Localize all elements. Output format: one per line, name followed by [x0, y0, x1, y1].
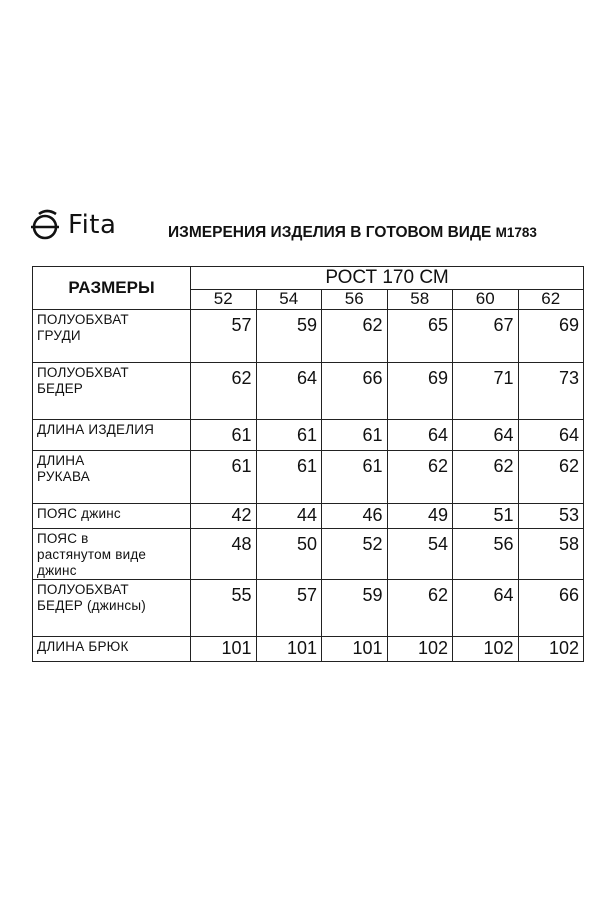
brand-name: Fita: [68, 210, 117, 240]
measurement-cell: 61: [191, 420, 257, 451]
measurement-cell: 102: [387, 637, 453, 662]
measurement-cell: 101: [256, 637, 322, 662]
measurement-cell: 58: [518, 529, 584, 580]
table-row: [33, 529, 584, 580]
row-label-line: ПОЛУОБХВАТ: [37, 582, 129, 597]
row-label-line: ПОЯС в: [37, 531, 89, 546]
measurement-cell: 57: [191, 310, 257, 363]
measurement-cell: 57: [256, 580, 322, 637]
table-row: [33, 504, 584, 529]
size-header: 60: [453, 290, 519, 310]
row-label-line: джинс: [37, 563, 77, 578]
table-row: [33, 420, 584, 451]
height-label: РОСТ 170 СМ: [191, 267, 584, 290]
row-label: [33, 580, 191, 637]
size-header: 54: [256, 290, 322, 310]
measurement-cell: 65: [387, 310, 453, 363]
row-label: [33, 310, 191, 363]
title-text: ИЗМЕРЕНИЯ ИЗДЕЛИЯ В ГОТОВОМ ВИДЕ: [168, 224, 492, 241]
measurement-cell: 56: [453, 529, 519, 580]
measurement-cell: 62: [387, 451, 453, 504]
row-label: [33, 637, 191, 662]
brand-logo: [30, 206, 140, 246]
measurement-cell: 64: [387, 420, 453, 451]
measurement-cell: 62: [322, 310, 388, 363]
measurement-cell: 50: [256, 529, 322, 580]
measurement-cell: 66: [322, 363, 388, 420]
measurement-cell: 61: [256, 451, 322, 504]
measurement-cell: 61: [191, 451, 257, 504]
table-row: [33, 451, 584, 504]
measurement-cell: 62: [453, 451, 519, 504]
row-label-line: ДЛИНА БРЮК: [37, 639, 129, 654]
measurement-cell: 64: [256, 363, 322, 420]
table-row: [33, 310, 584, 363]
measurement-cell: 59: [256, 310, 322, 363]
measurement-cell: 101: [322, 637, 388, 662]
measurement-cell: 61: [256, 420, 322, 451]
measurement-cell: 73: [518, 363, 584, 420]
measurement-cell: 64: [453, 420, 519, 451]
row-label-line: РУКАВА: [37, 469, 90, 484]
measurement-cell: 62: [518, 451, 584, 504]
measurement-cell: 102: [453, 637, 519, 662]
row-label-line: ПОЛУОБХВАТ: [37, 312, 129, 327]
measurement-cell: 55: [191, 580, 257, 637]
measurement-cell: 59: [322, 580, 388, 637]
size-header: 62: [518, 290, 584, 310]
fita-logo-icon: [30, 208, 64, 242]
measurement-cell: 61: [322, 420, 388, 451]
header-row-height: [33, 267, 584, 290]
row-label: [33, 451, 191, 504]
row-label: [33, 529, 191, 580]
size-header: 52: [191, 290, 257, 310]
measurement-cell: 51: [453, 504, 519, 529]
page-title: [168, 224, 537, 242]
measurement-cell: 102: [518, 637, 584, 662]
measurement-cell: 101: [191, 637, 257, 662]
measurement-cell: 62: [387, 580, 453, 637]
measurement-cell: 66: [518, 580, 584, 637]
measurement-cell: 64: [453, 580, 519, 637]
measurement-cell: 69: [518, 310, 584, 363]
row-label: [33, 363, 191, 420]
size-header: 58: [387, 290, 453, 310]
table-row: [33, 637, 584, 662]
row-label-line: растянутом виде: [37, 547, 147, 562]
row-label: [33, 420, 191, 451]
measurement-cell: 61: [322, 451, 388, 504]
measurement-cell: 62: [191, 363, 257, 420]
row-label-line: ДЛИНА: [37, 453, 85, 468]
measurement-cell: 67: [453, 310, 519, 363]
row-label-line: ПОЛУОБХВАТ: [37, 365, 129, 380]
size-chart-table: [32, 266, 584, 662]
row-label-line: ПОЯС джинс: [37, 506, 121, 521]
corner-label: РАЗМЕРЫ: [33, 267, 191, 310]
measurement-cell: 52: [322, 529, 388, 580]
table-row: [33, 580, 584, 637]
measurement-cell: 48: [191, 529, 257, 580]
measurement-cell: 54: [387, 529, 453, 580]
measurement-cell: 69: [387, 363, 453, 420]
row-label-line: БЕДЕР: [37, 381, 84, 396]
measurement-cell: 42: [191, 504, 257, 529]
row-label: [33, 504, 191, 529]
table-row: [33, 363, 584, 420]
model-code: М1783: [495, 225, 537, 240]
row-label-line: ДЛИНА ИЗДЕЛИЯ: [37, 422, 155, 437]
measurement-cell: 49: [387, 504, 453, 529]
measurement-cell: 44: [256, 504, 322, 529]
measurement-cell: 46: [322, 504, 388, 529]
size-header: 56: [322, 290, 388, 310]
row-label-line: БЕДЕР (джинсы): [37, 598, 146, 613]
measurement-cell: 71: [453, 363, 519, 420]
row-label-line: ГРУДИ: [37, 328, 81, 343]
measurement-cell: 64: [518, 420, 584, 451]
measurement-cell: 53: [518, 504, 584, 529]
